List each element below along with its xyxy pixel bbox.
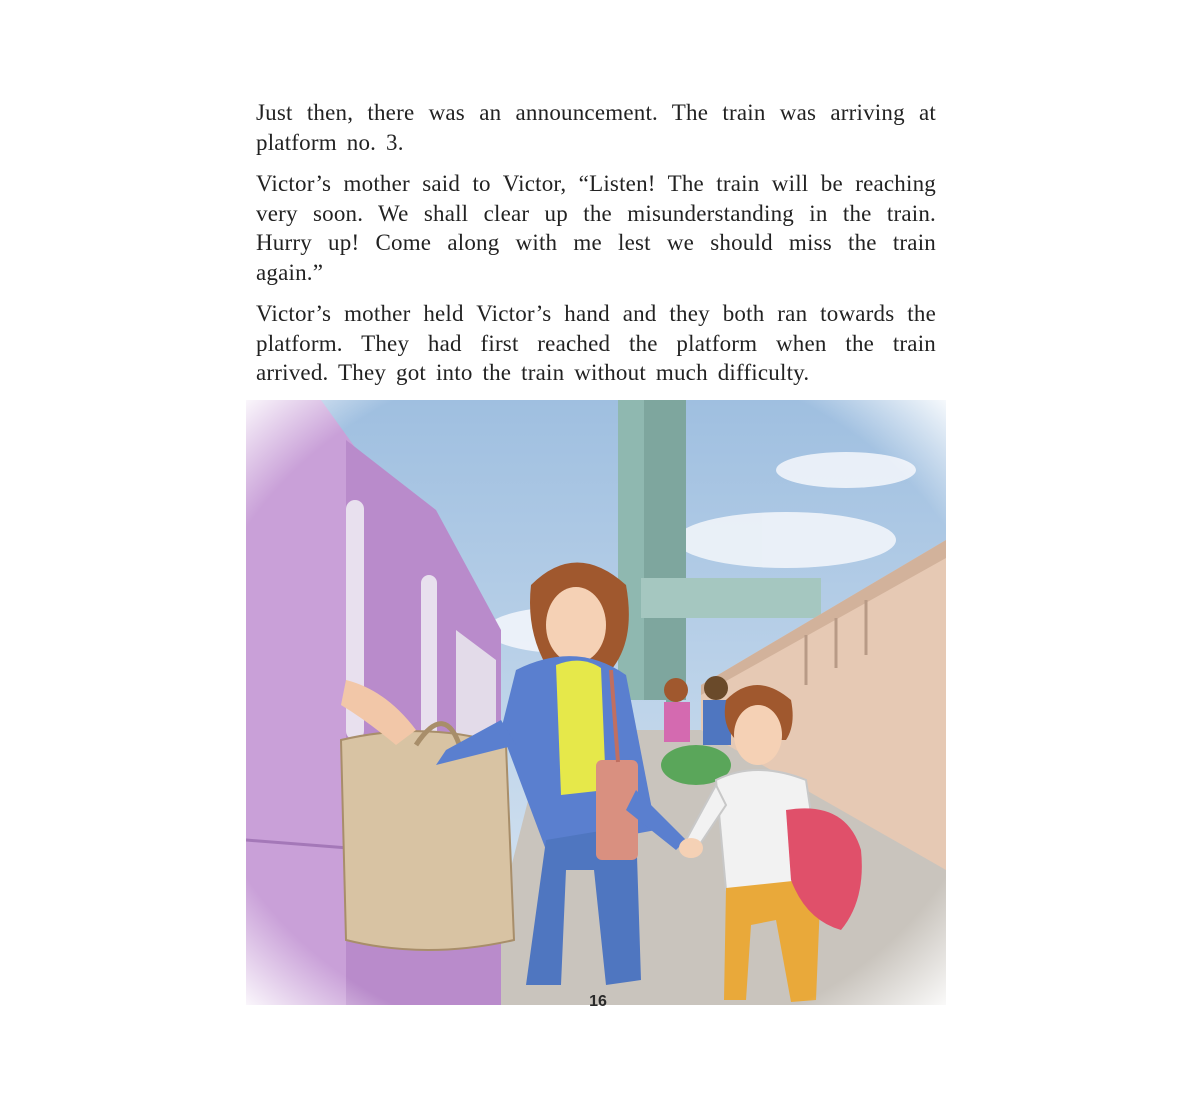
vignette xyxy=(246,400,946,1005)
paragraph-boarding: Victor’s mother held Victor’s hand and they both ran towards the platform. They had first reached the platform when the train arrived. They got into the train without much difficulty. xyxy=(256,301,936,385)
page-number: 16 xyxy=(589,993,607,1010)
paragraph-mother-speech: Victor’s mother said to Victor, “Listen! The train will be reaching very soon. We shall clear up the misunderstanding in the train. Hurry up! Come along with me lest we should miss the train again.” xyxy=(256,171,936,285)
station-illustration xyxy=(246,400,946,1005)
story-text xyxy=(256,98,936,400)
paragraph-announcement: Just then, there was an announcement. The train was arriving at platform no. 3. xyxy=(256,100,936,155)
